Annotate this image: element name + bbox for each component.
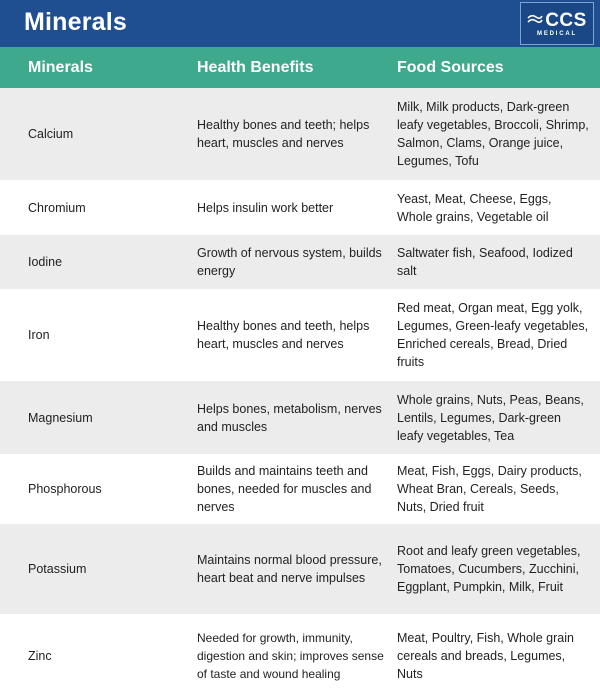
page-title: Minerals (24, 8, 128, 36)
column-header-health-benefits: Health Benefits (197, 58, 314, 76)
health-benefit: Healthy bones and teeth, helps heart, muscles and nerves (197, 319, 370, 351)
logo-text: CCS (545, 9, 587, 31)
mineral-name: Iron (28, 328, 50, 342)
table-row (0, 524, 600, 614)
wave-icon (527, 12, 543, 28)
health-benefit: Helps bones, metabolism, nerves and muscles (197, 401, 382, 434)
logo-subtext: MEDICAL (537, 30, 577, 37)
health-benefit: Helps insulin work better (197, 200, 334, 215)
table-row (0, 88, 600, 180)
food-sources: Meat, Fish, Eggs, Dairy products, Wheat Bran, Cereals, Seeds, Nuts, Dried fruit (397, 464, 582, 514)
health-benefit: Maintains normal blood pressure, heart beat and nerve impulses (197, 553, 382, 585)
mineral-name: Calcium (28, 127, 74, 141)
health-benefit: Needed for growth, immunity, digestion and skin; improves sense of taste and wound healing (197, 630, 384, 681)
table-row (0, 381, 600, 454)
health-benefit: Builds and maintains teeth and bones, needed for muscles and nerves (197, 464, 372, 514)
mineral-name: Zinc (28, 648, 52, 663)
logo-mark (527, 11, 587, 30)
column-header-minerals: Minerals (28, 58, 93, 76)
food-sources: Milk, Milk products, Dark-green leafy vegetables, Broccoli, Shrimp, Salmon, Clams, Orange juice, Legumes, Tofu (397, 100, 589, 168)
table-row (0, 235, 600, 289)
health-benefit: Growth of nervous system, builds energy (197, 246, 382, 278)
food-sources: Saltwater fish, Seafood, Iodized salt (397, 246, 573, 278)
mineral-name: Iodine (28, 255, 63, 269)
mineral-name: Magnesium (28, 410, 93, 425)
food-sources: Yeast, Meat, Cheese, Eggs, Whole grains, Vegetable oil (397, 191, 552, 224)
ccs-medical-logo (520, 2, 594, 45)
mineral-name: Chromium (28, 200, 86, 215)
table-row (0, 454, 600, 524)
mineral-name: Potassium (28, 562, 87, 576)
food-sources: Root and leafy green vegetables, Tomatoes, Cucumbers, Zucchini, Eggplant, Pumpkin, Milk, Fruit (397, 544, 581, 594)
column-header-food-sources: Food Sources (397, 58, 504, 76)
food-sources: Red meat, Organ meat, Egg yolk, Legumes, Green-leafy vegetables, Enriched cereals, Bread, Dried fruits (397, 301, 589, 369)
food-sources: Whole grains, Nuts, Peas, Beans, Lentils, Legumes, Dark-green leafy vegetables, Tea (397, 392, 584, 443)
table-header-row (0, 47, 600, 88)
table-row (0, 289, 600, 381)
mineral-name: Phosphorous (28, 482, 102, 496)
food-sources: Meat, Poultry, Fish, Whole grain cereals and breads, Legumes, Nuts (397, 630, 574, 681)
title-bar (0, 0, 600, 47)
health-benefit: Healthy bones and teeth; helps heart, muscles and nerves (197, 118, 370, 150)
table-row (0, 614, 600, 697)
table-row (0, 180, 600, 235)
